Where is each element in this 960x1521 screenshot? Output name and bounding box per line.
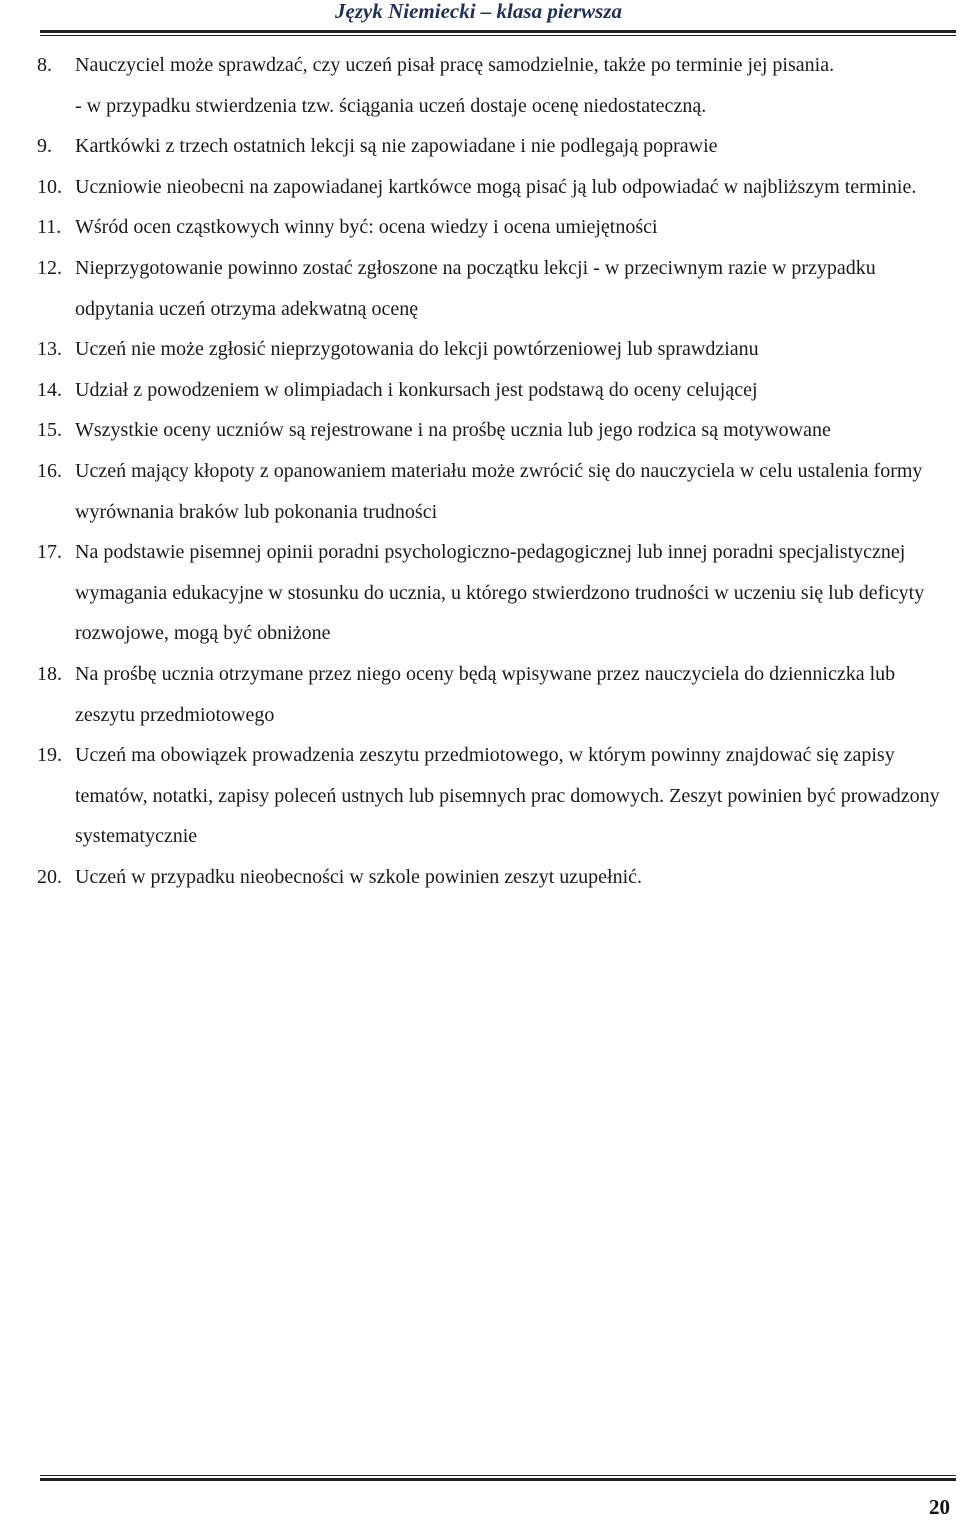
list-item xyxy=(37,532,952,654)
list-item xyxy=(37,735,952,857)
item-number: 20. xyxy=(37,865,62,888)
list-item xyxy=(37,329,952,370)
list-item xyxy=(37,654,952,735)
list-item xyxy=(37,451,952,532)
item-text: Uczeń ma obowiązek prowadzenia zeszytu przedmiotowego, w którym powinny znajdować się zapisy tematów, notatki, zapisy poleceń ustnych lub pisemnych prac domowych. Zeszyt powinien być prowadzony systematycznie xyxy=(75,744,940,848)
list-item xyxy=(37,126,952,167)
item-number: 14. xyxy=(37,378,62,401)
item-text: Uczeń w przypadku nieobecności w szkole powinien zeszyt uzupełnić. xyxy=(75,865,643,888)
item-text: Wszystkie oceny uczniów są rejestrowane i na prośbę ucznia lub jego rodzica są motywowane xyxy=(75,419,831,442)
item-number: 19. xyxy=(37,744,62,767)
item-text: Uczniowie nieobecni na zapowiadanej kartkówce mogą pisać ją lub odpowiadać w najbliższym terminie. xyxy=(75,175,917,198)
item-number: 13. xyxy=(37,338,62,361)
item-number: 15. xyxy=(37,419,62,442)
item-text: Na prośbę ucznia otrzymane przez niego oceny będą wpisywane przez nauczyciela do dzienniczka lub zeszytu przedmiotowego xyxy=(75,662,896,726)
list-item xyxy=(37,370,952,411)
item-number: 8. xyxy=(37,54,52,76)
item-text: Uczeń mający kłopoty z opanowaniem materiału może zwrócić się do nauczyciela w celu ustalenia formy wyrównania braków lub pokonania trudności xyxy=(75,459,923,523)
item-number: 9. xyxy=(37,135,52,158)
item-number: 11. xyxy=(37,216,62,239)
list-item xyxy=(37,410,952,451)
item-text: Na podstawie pisemnej opinii poradni psychologiczno-pedagogicznej lub innej poradni specjalistycznej wymagania edukacyjne w stosunku do ucznia, u którego stwierdzono trudności w uczeniu się lub deficyty rozwojowe, mogą być obniżone xyxy=(75,541,925,645)
list-item xyxy=(37,207,952,248)
header-rule xyxy=(40,30,956,36)
page-number: 20 xyxy=(929,1495,950,1519)
item-text: Nauczyciel może sprawdzać, czy uczeń pisał pracę samodzielnie, także po terminie jej pisania. xyxy=(75,54,835,76)
list-item xyxy=(37,857,952,898)
item-text: - w przypadku stwierdzenia tzw. ściągania uczeń dostaje ocenę niedostateczną. xyxy=(75,94,707,117)
item-text: Uczeń nie może zgłosić nieprzygotowania do lekcji powtórzeniowej lub sprawdzianu xyxy=(75,338,759,361)
list-item xyxy=(37,45,952,86)
item-text: Kartkówki z trzech ostatnich lekcji są nie zapowiadane i nie podlegają poprawie xyxy=(75,135,718,158)
header-title: Język Niemiecki – klasa pierwsza xyxy=(335,0,622,23)
item-text: Nieprzygotowanie powinno zostać zgłoszone na początku lekcji - w przeciwnym razie w przypadku odpytania uczeń otrzyma adekwatną ocenę xyxy=(75,256,876,320)
list-item xyxy=(37,86,952,127)
footer-rule xyxy=(40,1475,956,1481)
item-number: 16. xyxy=(37,459,62,482)
item-text: Udział z powodzeniem w olimpiadach i konkursach jest podstawą do oceny celującej xyxy=(75,378,758,401)
list-item xyxy=(37,248,952,329)
item-number: 10. xyxy=(37,175,62,198)
list-item xyxy=(37,167,952,208)
item-number: 18. xyxy=(37,662,62,685)
rules-list xyxy=(37,45,952,897)
item-text: Wśród ocen cząstkowych winny być: ocena wiedzy i ocena umiejętności xyxy=(75,216,658,239)
item-number: 17. xyxy=(37,541,62,564)
item-number: 12. xyxy=(37,256,62,279)
